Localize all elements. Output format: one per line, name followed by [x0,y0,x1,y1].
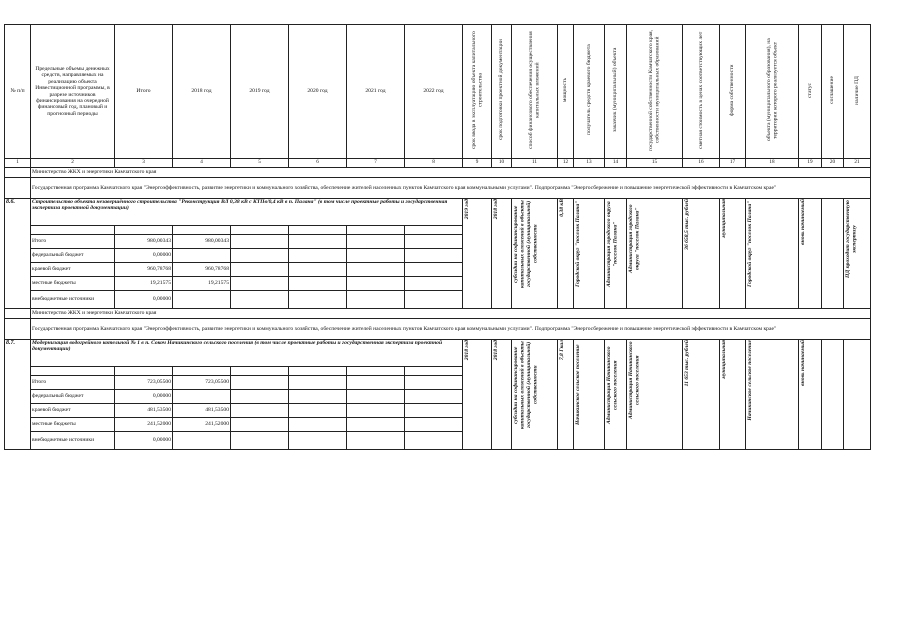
cell-design-term [492,340,512,450]
column-number: 10 [492,159,512,168]
header-col-recipient [574,25,605,159]
cell [347,418,405,432]
cell [405,235,463,249]
funding-total: 0,00000 [115,291,173,309]
row-number: 8.6. [5,199,31,309]
ministry-name: Министерство ЖКХ и энергетики Камчатского края [31,168,871,178]
header-col-2019: 2019 год [231,25,289,159]
header-col-capacity [558,25,574,159]
cell-status-text: вновь начинаемый [800,199,806,245]
header-col-status [799,25,822,159]
column-number-row [5,159,871,168]
funding-label: местные бюджеты [31,418,115,432]
cell-financing-method-text: субсидии на софинансирование капитальных вложений в объекты государственной (муниципальной) собственности [513,341,539,429]
cell [31,367,115,376]
cell-design-docs-text: ПД проходит государственную экспертизу [845,200,858,278]
funding-total: 0,00000 [115,249,173,263]
program-spacer [5,178,31,199]
funding-total: 241,52000 [115,418,173,432]
header-col-ownership-object [627,25,683,159]
header-col-customer-text: заказчик (муниципальный) объекта [612,48,619,133]
cell-estimated-cost [683,340,720,450]
cell [231,376,289,390]
cell [347,277,405,291]
funding-total: 19,21575 [115,277,173,291]
cell-ownership-object-text: Администрация городского округа "поселок Палана" [628,204,641,274]
funding-label: Итого [31,235,115,249]
cell [231,291,289,309]
header-col-ownership-form [720,25,746,159]
funding-label: внебюджетные источники [31,432,115,450]
cell [405,432,463,450]
funding-2018 [173,432,231,450]
cell [231,249,289,263]
header-col-design-term-text: срок подготовки проектной документации [498,39,505,141]
column-number: 19 [799,159,822,168]
cell [347,235,405,249]
funding-label: краевой бюджет [31,404,115,418]
funding-label: местные бюджеты [31,277,115,291]
header-col-ownership-object-text: государственной собственности Камчатского края, собственности муниципальных образований [648,29,661,151]
cell-commissioning-text: 2018 год [464,340,470,361]
cell [289,390,347,404]
cell-ownership-form-text: муниципальная [721,199,727,238]
header-col-design-docs [844,25,871,159]
cell-commissioning [463,340,492,450]
column-number: 21 [844,159,871,168]
header-col-2020: 2020 год [289,25,347,159]
cell-status [799,199,822,309]
funding-total: 0,00000 [115,390,173,404]
cell-ownership-form [720,199,746,309]
funding-2018: 960,78768 [173,263,231,277]
object-row [5,199,871,226]
column-number: 14 [605,159,627,168]
cell-recipient [574,340,605,450]
header-col-financing-method [512,25,558,159]
cell [231,226,289,235]
header-col-funding: Предельные объемы денежных средств, направляемых на реализацию объекта Инвестиционной программы, в разрезе источников финансирования на очередной финансовый год, плановый и прогнозный периоды [31,25,115,159]
header-col-status-text: статус [806,82,813,98]
column-number: 9 [463,159,492,168]
cell-ownership-object [627,340,683,450]
cell [289,235,347,249]
cell [289,263,347,277]
cell-ownership-object-text: Администрация Начикинского сельского поселения [628,341,641,419]
header-col-2018: 2018 год [173,25,231,159]
funding-total: 960,78768 [115,263,173,277]
cell [231,404,289,418]
header-col-number: № п/п [5,25,31,159]
cell-design-docs [844,199,871,309]
funding-label: Итого [31,376,115,390]
cell [289,291,347,309]
funding-2018: 980,00343 [173,235,231,249]
cell-estimated-cost-text: 36 658,5 тыс. рублей [684,199,690,250]
funding-label: федеральный бюджет [31,249,115,263]
funding-2018: 241,52000 [173,418,231,432]
column-number: 12 [558,159,574,168]
header-col-commissioning [463,25,492,159]
column-number: 18 [746,159,799,168]
funding-2018 [173,390,231,404]
cell [347,404,405,418]
cell-capacity [558,199,574,309]
cell [405,404,463,418]
cell [347,390,405,404]
program-name: Государственная программа Камчатского края "Энергоэффективность, развитие энергетики и коммунального хозяйства, обеспечение жителей населенных пунктов Камчатского края коммунальными услугами". Подпрограмма "Энергосбережение и повышение энергетической эффективности в Камчатском крае" [31,319,871,340]
cell [405,367,463,376]
header-col-2022: 2022 год [405,25,463,159]
cell [231,235,289,249]
cell [405,291,463,309]
funding-2018: 481,53500 [173,404,231,418]
column-number: 5 [231,159,289,168]
cell [115,226,173,235]
header-col-estimated-cost [683,25,720,159]
header-col-total: Итого [115,25,173,159]
header-col-customer [605,25,627,159]
ministry-row [5,309,871,319]
header-col-municipality-text: объекта (муниципального образования), на территории которого реализуется объект [765,38,778,142]
cell-design-term [492,199,512,309]
cell [405,249,463,263]
cell [347,249,405,263]
cell-customer [605,199,627,309]
column-number: 6 [289,159,347,168]
funding-label: внебюджетные источники [31,291,115,309]
cell-design-term-text: 2018 год [493,340,499,361]
cell-estimated-cost-text: 11 653 тыс. рублей [684,340,690,387]
cell-recipient-text: Начикинское сельское поселение [575,344,581,426]
header-col-capacity-text: мощность [562,78,569,103]
cell-municipality-text: Начикинское сельское поселение [747,340,753,421]
cell-ownership-form-text: муниципальная [721,340,727,379]
funding-total: 481,53500 [115,404,173,418]
header-col-estimated-cost-text: сметная стоимость в ценах соответствующих лет [697,31,704,149]
cell-agreement [822,199,844,309]
header-col-financing-method-text: способ финансового обеспечения осуществления капитальных вложений [528,31,541,150]
column-number: 13 [574,159,605,168]
cell [289,277,347,291]
column-number: 4 [173,159,231,168]
column-number: 11 [512,159,558,168]
cell-ownership-form [720,340,746,450]
header-col-2021: 2021 год [347,25,405,159]
cell-capacity [558,340,574,450]
column-number: 7 [347,159,405,168]
ministry-name: Министерство ЖКХ и энергетики Камчатского края [31,309,871,319]
cell-commissioning [463,199,492,309]
cell-design-term-text: 2018 год [493,199,499,220]
cell-municipality [746,199,799,309]
cell [231,390,289,404]
investment-program-table [4,24,871,450]
cell [405,226,463,235]
header-col-ownership-form-text: форма собственности [729,64,736,117]
cell [289,432,347,450]
funding-total: 723,05500 [115,376,173,390]
cell-financing-method-text: субсидии на софинансирование капитальных вложений в объекты государственной (муниципальной) собственности [513,200,539,288]
column-number: 3 [115,159,173,168]
funding-label: федеральный бюджет [31,390,115,404]
cell [347,367,405,376]
program-name: Государственная программа Камчатского края "Энергоэффективность, развитие энергетики и коммунального хозяйства, обеспечение жителей населенных пунктов Камчатского края коммунальными услугами". Подпрограмма "Энергосбережение и повышение энергетической эффективности в Камчатском крае" [31,178,871,199]
cell [405,376,463,390]
column-number: 16 [683,159,720,168]
funding-2018: 723,05500 [173,376,231,390]
cell-capacity-text: 0,38 кВ [559,199,565,217]
ministry-spacer [5,168,31,178]
column-number: 17 [720,159,746,168]
cell [31,226,115,235]
cell [347,432,405,450]
funding-2018: 19,21575 [173,277,231,291]
cell [347,226,405,235]
cell [115,367,173,376]
column-number: 8 [405,159,463,168]
cell [289,249,347,263]
cell [289,376,347,390]
cell [231,367,289,376]
ministry-row [5,168,871,178]
column-number: 20 [822,159,844,168]
cell-recipient-text: Городской округ "поселок Палана" [575,200,581,288]
header-col-municipality [746,25,799,159]
cell-recipient [574,199,605,309]
cell [231,418,289,432]
header-col-agreement-text: соглашение [829,76,836,105]
cell-customer-text: Администрация Начикинского сельского поселения [606,346,619,424]
cell [347,376,405,390]
cell-agreement [822,340,844,450]
program-row [5,319,871,340]
header-col-commissioning-text: срок ввода в эксплуатацию объекта капитального строительства [470,31,483,150]
cell-municipality [746,340,799,450]
funding-2018 [173,291,231,309]
cell-design-docs [844,340,871,450]
cell [173,226,231,235]
header-col-design-docs-text: наличие ПД [853,75,860,105]
cell [173,367,231,376]
header-col-recipient-text: получатель средств краевого бюджета [585,44,592,136]
column-number: 2 [31,159,115,168]
row-number: 8.7. [5,340,31,450]
program-row [5,178,871,199]
header-col-agreement [822,25,844,159]
cell [405,418,463,432]
cell-estimated-cost [683,199,720,309]
cell [405,263,463,277]
table-header-row [5,25,871,159]
column-number: 1 [5,159,31,168]
cell [405,390,463,404]
funding-total: 980,00343 [115,235,173,249]
cell-status-text: вновь начинаемый [800,340,806,386]
cell-financing-method [512,199,558,309]
funding-label: краевой бюджет [31,263,115,277]
column-number: 15 [627,159,683,168]
funding-2018 [173,249,231,263]
program-spacer [5,319,31,340]
object-name: Строительство объекта незавершённого строительства "Реконструкция ВЛ 0,38 кВ с КТПв/0,4 кВ в п. Палана" (в том числе проектные работы и государственная экспертиза проектной документации) [31,199,463,226]
cell-financing-method [512,340,558,450]
cell-status [799,340,822,450]
cell-commissioning-text: 2019 год [464,199,470,220]
object-name: Модернизация водогрейного котельной № 1 в п. Сокоч Начикинского сельского поселения (в том числе проектные работы и государственная экспертиза проектной документации) [31,340,463,367]
cell-customer [605,340,627,450]
cell [347,263,405,277]
cell [347,291,405,309]
cell [231,432,289,450]
cell [231,263,289,277]
cell [231,277,289,291]
header-col-design-term [492,25,512,159]
cell-ownership-object [627,199,683,309]
cell [405,277,463,291]
cell [289,226,347,235]
object-row [5,340,871,367]
funding-total: 0,00000 [115,432,173,450]
cell-municipality-text: Городской округ "поселок Палана" [747,200,753,288]
cell [289,404,347,418]
cell-customer-text: Администрация городского округа "поселок Палана" [606,201,619,287]
cell [289,418,347,432]
cell [289,367,347,376]
cell-capacity-text: 7,8 Гкал [559,340,565,361]
ministry-spacer [5,309,31,319]
